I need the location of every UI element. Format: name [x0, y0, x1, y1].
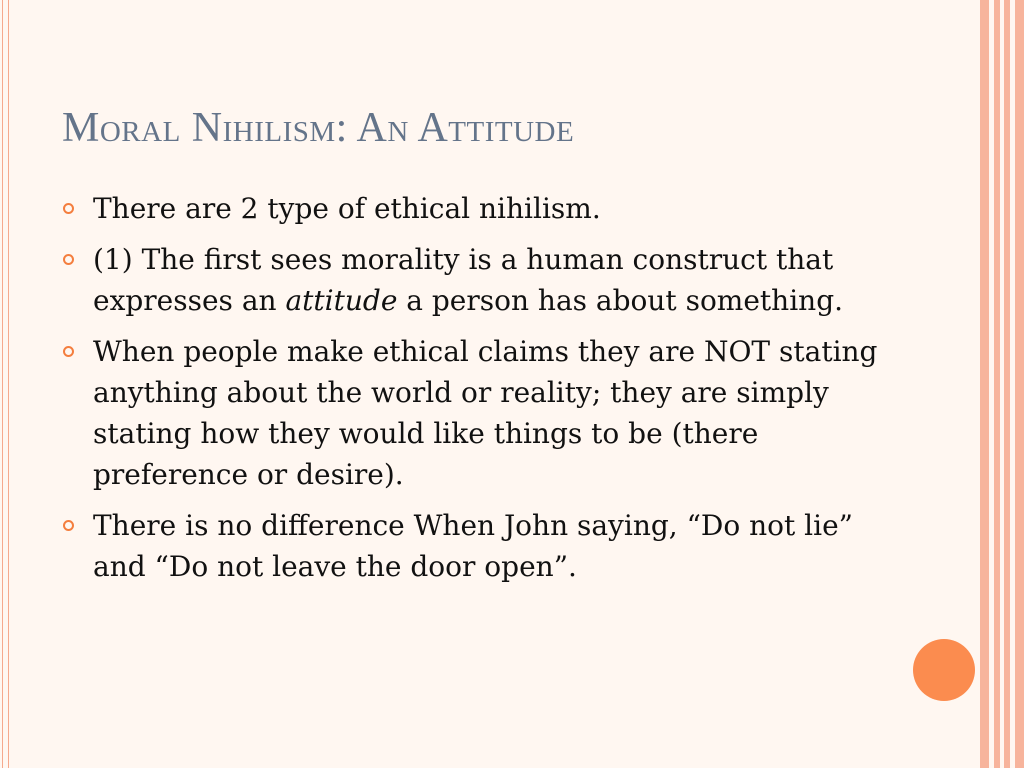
- bullet-text: When people make ethical claims they are NOT stating anything about the world or reality; they are simply stating how they would like things to be (there preference or desire).: [93, 335, 878, 491]
- left-border-decoration: [0, 0, 9, 768]
- bullet-text-part: (1) The first sees morality is a human construct that expresses an: [93, 243, 834, 317]
- bullet-text: There is no difference When John saying, “Do not lie” and “Do not leave the door open”.: [93, 509, 853, 583]
- stripe: [994, 0, 1000, 768]
- slide-title: Moral Nihilism: An Attitude: [62, 105, 575, 151]
- stripe: [1004, 0, 1010, 768]
- bullet-item: [62, 188, 892, 229]
- stripe: [1015, 0, 1024, 768]
- bullet-text: There are 2 type of ethical nihilism.: [93, 192, 601, 225]
- stripe: [980, 0, 989, 768]
- hollow-circle-bullet-icon: [63, 254, 74, 265]
- bullet-item: [62, 331, 892, 495]
- bullet-text: [93, 243, 843, 317]
- bullet-item: [62, 239, 892, 321]
- right-stripes-decoration: [980, 0, 1024, 768]
- bullet-list: [62, 188, 892, 597]
- hollow-circle-bullet-icon: [63, 520, 74, 531]
- hollow-circle-bullet-icon: [63, 346, 74, 357]
- hollow-circle-bullet-icon: [63, 203, 74, 214]
- emphasis-word: attitude: [285, 284, 398, 317]
- filled-circle-icon: [913, 639, 975, 701]
- bullet-item: [62, 505, 892, 587]
- bullet-text-part: a person has about something.: [397, 284, 844, 317]
